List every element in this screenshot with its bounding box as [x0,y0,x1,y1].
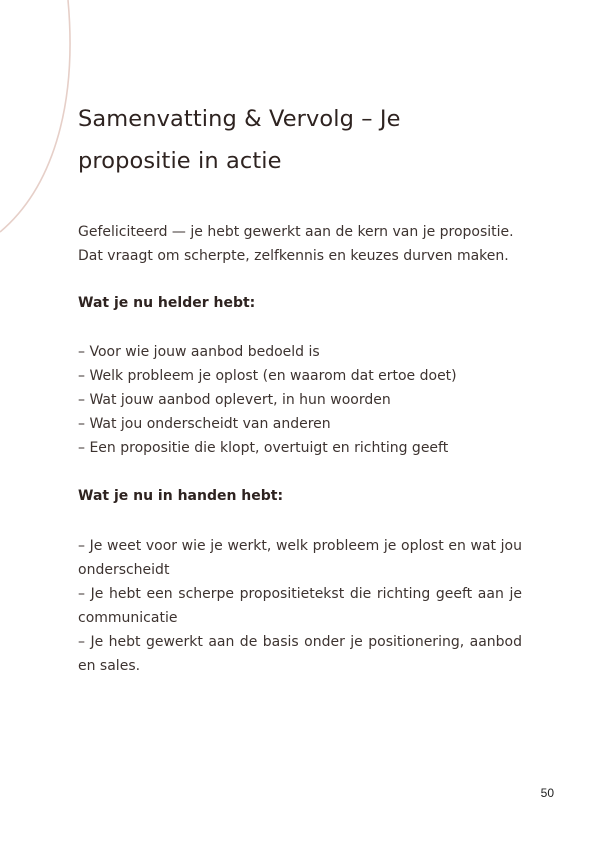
section-heading-helder: Wat je nu helder hebt: [78,295,256,311]
page-number: 50 [540,786,554,800]
page-title: Samenvatting & Vervolg – Je propositie in actie [78,106,401,174]
section-heading-in-handen: Wat je nu in handen hebt: [78,488,284,504]
list-item: – Je hebt gewerkt aan de basis onder je positionering, aanbod en sales. [78,634,522,674]
list-item: – Wat jou onderscheidt van anderen [78,416,331,432]
list-item: – Wat jouw aanbod oplevert, in hun woorden [78,392,391,408]
list-item: – Je weet voor wie je werkt, welk probleem je oplost en wat jou onderscheidt [78,538,522,578]
list-item: – Welk probleem je oplost (en waarom dat ertoe doet) [78,368,457,384]
list-item: – Je hebt een scherpe propositietekst die richting geeft aan je communicatie [78,586,522,626]
list-item: – Voor wie jouw aanbod bedoeld is [78,344,320,360]
intro-line: Gefeliciteerd — je hebt gewerkt aan de kern van je propositie. [78,224,514,240]
list-item: – Een propositie die klopt, overtuigt en richting geeft [78,440,449,456]
helder-list [78,340,522,460]
intro-paragraph [78,220,522,268]
intro-line: Dat vraagt om scherpte, zelfkennis en keuzes durven maken. [78,248,509,264]
in-handen-list [78,534,522,678]
